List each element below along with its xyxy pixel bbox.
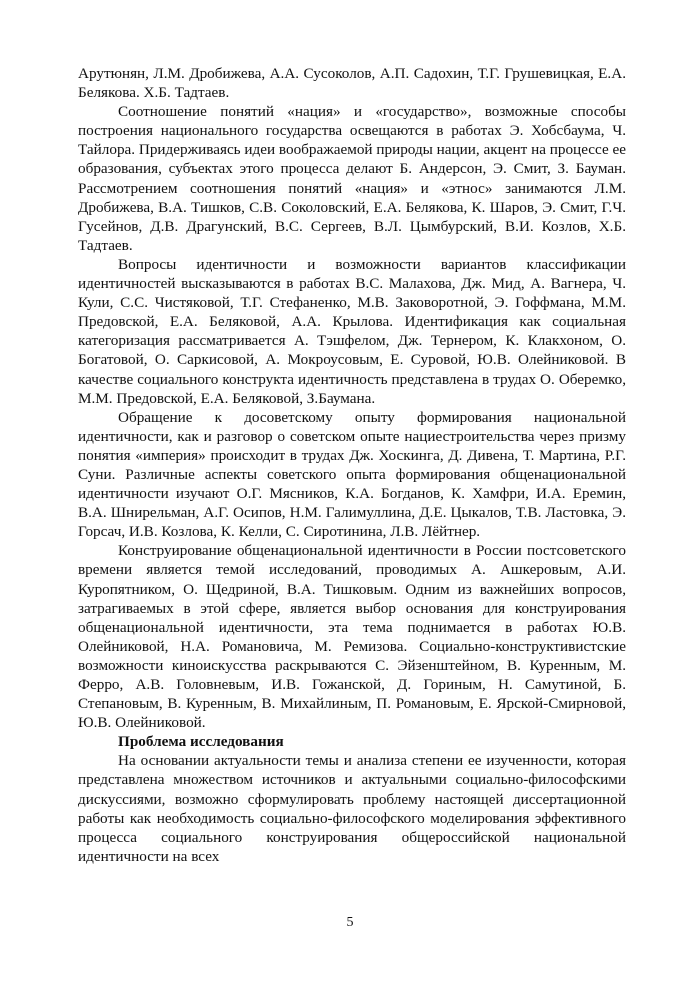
section-heading: Проблема исследования [118, 733, 284, 751]
paragraph-identity-classification: Вопросы идентичности и возможности вариантов классификации идентичностей высказываются в работах В.С. Малахова, Дж. Мид, А. Вагнера, Ч. Кули, С.С. Чистяковой, Т.Г. Стефаненко, М.В. Заковоротной, Э. Гоффмана, М.М. Предовской, Е.А. Беляковой, А.А. Крылова. Идентификация как социальная категоризация рассматривается А. Тэшфелом, Дж. Тернером, К. Клакхоном, О. Богатовой, О. Саркисовой, А. Мокроусовым, Е. Суровой, Ю.В. Олейниковой. В качестве социального конструкта идентичность представлена в трудах О. Оберемко, М.М. Предовской, Е.А. Беляковой, З.Баумана. [78, 255, 626, 407]
paragraph-continuation: Арутюнян, Л.М. Дробижева, А.А. Сусоколов, А.П. Садохин, Т.Г. Грушевицкая, Е.А. Белякова. Х.Б. Тадтаев. [78, 65, 626, 102]
paragraph-nation-state: Соотношение понятий «нация» и «государство», возможные способы построения национального государства освещаются в работах Э. Хобсбаума, Ч. Тайлора. Придерживаясь идеи воображаемой природы нации, акцент на процессе ее образования, субъектах этого процесса делают Б. Андерсон, Э. Смит, З. Бауман. Рассмотрением соотношения понятий «нация» и «этнос» занимаются Л.М. Дробижева, В.А. Тишков, С.В. Соколовский, Е.А. Белякова, К. Шаров, Э. Смит, Г.Ч. Гусейнов, Д.В. Драгунский, В.С. Сергеев, В.Л. Цымбурский, В.И. Козлов, Х.Б. Тадтаев. [78, 103, 626, 254]
paragraph-research-problem: На основании актуальности темы и анализа степени ее изученности, которая представлена множеством источников и актуальными социально-философскими дискуссиями, возможно сформулировать проблему настоящей диссертационной работы как необходимость социально-философского моделирования эффективного процесса социального конструирования общероссийской национальной идентичности на всех [78, 752, 626, 865]
paragraph-soviet-experience: Обращение к досоветскому опыту формирования национальной идентичности, как и разговор о советском опыте нациестроительства через призму понятия «империя» происходит в трудах Дж. Хоскинга, Д. Дивена, Т. Мартина, Р.Г. Суни. Различные аспекты советского опыта формирования общенациональной идентичности изучают О.Г. Мясников, К.А. Богданов, К. Хамфри, И.А. Еремин, В.А. Шнирельман, А.Г. Осипов, Н.М. Галимуллина, Д.Е. Цыкалов, Т.В. Ластовка, Э. Горсач, И.В. Козлова, К. Келли, С. Сиротинина, Л.В. Лёйтнер. [78, 408, 626, 541]
page-number: 5 [346, 915, 354, 930]
paragraph-post-soviet-construction: Конструирование общенациональной идентичности в России постсоветского времени является темой исследований, проводимых А. Ашкеровым, А.И. Куропятником, О. Щедриной, В.А. Тишковым. Одним из важнейших вопросов, затрагиваемых в этой сфере, является выбор основания для конструирования общенациональной идентичности, эта тема поднимается в работах Ю.В. Олейниковой, Н.А. Романовича, М. Ремизова. Социально-конструктивистские возможности киноискусства раскрываются С. Эйзенштейном, В. Куренным, М. Ферро, А.В. Головневым, И.В. Гожанской, Д. Гориным, Н. Самутиной, Б. Степановым, В. Куренным, В. Михайлиным, П. Романовым, Е. Ярской-Смирновой, Ю.В. Олейниковой. [78, 542, 626, 732]
document-page [78, 64, 626, 866]
